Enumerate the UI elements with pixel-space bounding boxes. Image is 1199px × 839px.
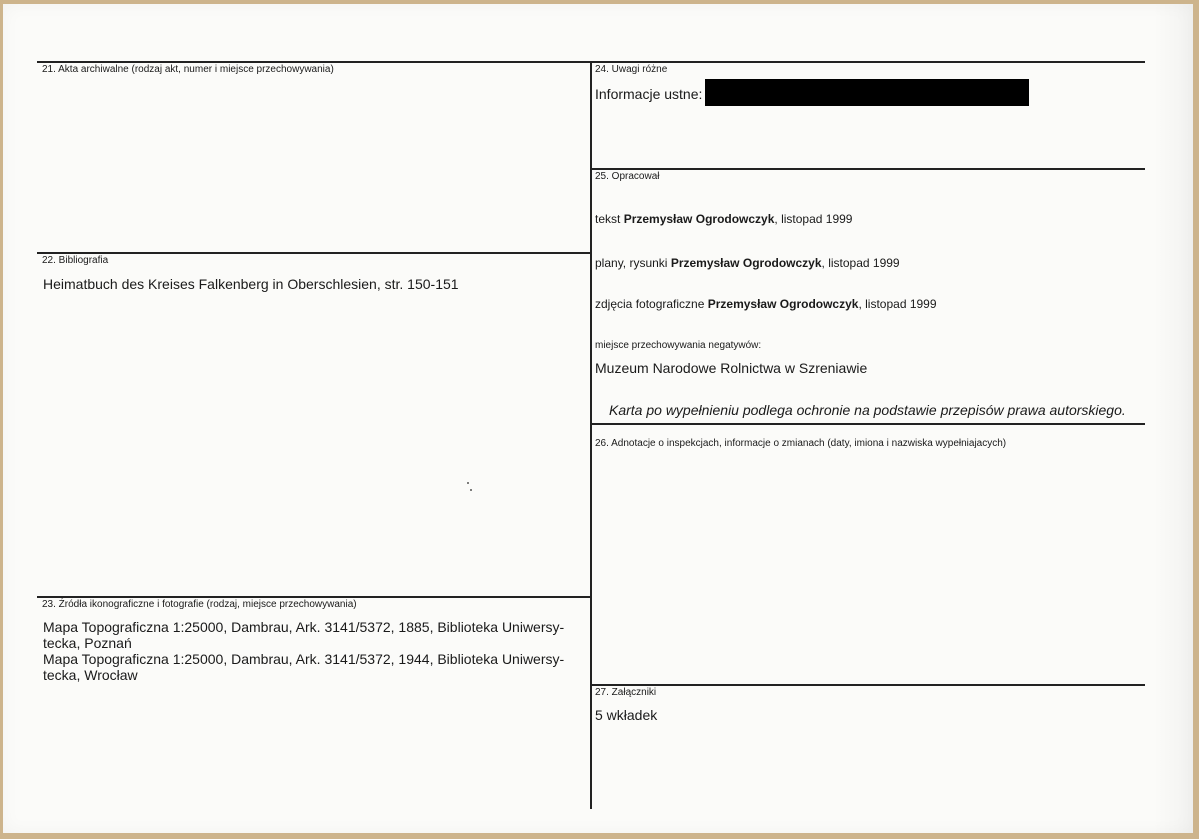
section-21-label: 21. Akta archiwalne (rodzaj akt, numer i miejsce przechowywania) xyxy=(42,64,334,75)
author-row-text xyxy=(595,212,852,226)
author-name: Przemysław Ogrodowczyk xyxy=(670,256,822,270)
author-row-prefix: plany, rysunki xyxy=(595,256,671,270)
copyright-note: Karta po wypełnieniu podlega ochronie na podstawie przepisów prawa autorskiego. xyxy=(609,402,1126,418)
section-23-label: 23. Źródła ikonograficzne i fotografie (rodzaj, miejsce przechowywania) xyxy=(42,599,357,610)
source-line: Mapa Topograficzna 1:25000, Dambrau, Ark. 3141/5372, 1885, Biblioteka Uniwersy- xyxy=(43,619,565,635)
rule-25-26 xyxy=(590,423,1145,425)
section-24-label: 24. Uwagi różne xyxy=(595,64,668,75)
paper-edge-shade xyxy=(1153,4,1193,833)
author-row-date: , listopad 1999 xyxy=(821,256,900,270)
bibliography-entry: Heimatbuch des Kreises Falkenberg in Oberschlesien, str. 150-151 xyxy=(43,276,459,292)
rule-24-25 xyxy=(590,168,1145,170)
author-name: Przemysław Ogrodowczyk xyxy=(623,212,775,226)
author-name: Przemysław Ogrodowczyk xyxy=(707,297,859,311)
author-row-prefix: zdjęcia fotograficzne xyxy=(595,297,708,311)
author-row-prefix: tekst xyxy=(595,212,624,226)
source-line: tecka, Poznań xyxy=(43,635,132,651)
rule-26-27 xyxy=(590,684,1145,686)
rule-22-23 xyxy=(37,596,591,598)
author-row-date: , listopad 1999 xyxy=(858,297,937,311)
negatives-location: Muzeum Narodowe Rolnictwa w Szreniawie xyxy=(595,360,868,376)
paper-speck xyxy=(470,489,472,491)
section-26-label: 26. Adnotacje o inspekcjach, informacje o zmianach (daty, imiona i nazwiska wypełniajacych) xyxy=(595,438,1007,449)
redaction-block xyxy=(705,79,1029,106)
source-line: tecka, Wrocław xyxy=(43,667,138,683)
attachments-count: 5 wkładek xyxy=(595,707,658,723)
paper-speck xyxy=(467,482,469,484)
oral-info-label: Informacje ustne: xyxy=(595,86,703,102)
section-27-label: 27. Załączniki xyxy=(595,687,657,698)
author-row-drawings xyxy=(595,256,900,270)
section-22-label: 22. Bibliografia xyxy=(42,255,109,266)
author-row-photos xyxy=(595,297,937,311)
rule-21-22 xyxy=(37,252,591,254)
section-25-label: 25. Opracował xyxy=(595,171,660,182)
source-line: Mapa Topograficzna 1:25000, Dambrau, Ark. 3141/5372, 1944, Biblioteka Uniwersy- xyxy=(43,651,565,667)
center-divider xyxy=(590,61,592,809)
negatives-location-label: miejsce przechowywania negatywów: xyxy=(595,340,762,351)
author-row-date: , listopad 1999 xyxy=(774,212,853,226)
